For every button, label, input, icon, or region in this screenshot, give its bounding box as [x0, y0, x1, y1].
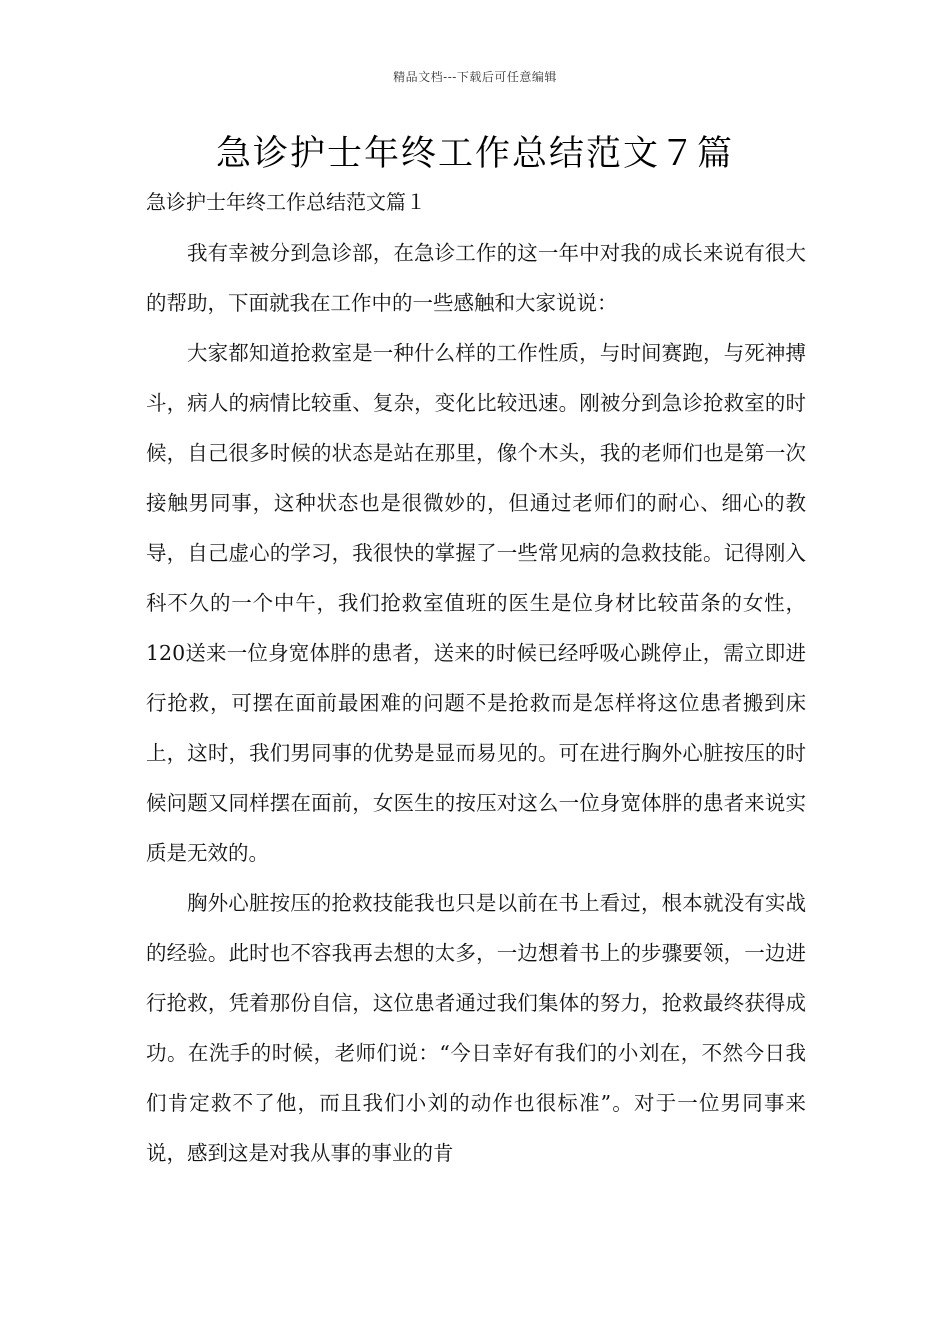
section-heading: 急诊护士年终工作总结范文篇１: [146, 190, 426, 214]
document-title: 急诊护士年终工作总结范文７篇: [215, 134, 734, 174]
header-note: 精品文档---下载后可任意编辑: [393, 70, 557, 84]
paragraph: 大家都知道抢救室是一种什么样的工作性质，与时间赛跑，与死神搏斗，病人的病情比较重、复杂，变化比较迅速。刚被分到急诊抢救室的时候，自己很多时候的状态是站在那里，像个木头，我的老师们也是第一次接触男同事，这种状态也是很微妙的，但通过老师们的耐心、细心的教导，自己虚心的学习，我很快的掌握了一些常见病的急救技能。记得刚入科不久的一个中午，我们抢救室值班的医生是位身材比较苗条的女性，120送来一位身宽体胖的患者，送来的时候已经呼吸心跳停止，需立即进行抢救，可摆在面前最困难的问题不是抢救而是怎样将这位患者搬到床上，这时，我们男同事的优势是显而易见的。可在进行胸外心脏按压的时候问题又同样摆在面前，女医生的按压对这么一位身宽体胖的患者来说实质是无效的。: [146, 341, 806, 865]
paragraph: 胸外心脏按压的抢救技能我也只是以前在书上看过，根本就没有实战的经验。此时也不容我再去想的太多，一边想着书上的步骤要领，一边进行抢救，凭着那份自信，这位患者通过我们集体的努力，抢救最终获得成功。在洗手的时候，老师们说：“今日幸好有我们的小刘在，不然今日我们肯定救不了他，而且我们小刘的动作也很标准”。对于一位男同事来说，感到这是对我从事的事业的肯: [146, 891, 806, 1165]
body-text: [146, 228, 806, 1178]
paragraph: 我有幸被分到急诊部，在急诊工作的这一年中对我的成长来说有很大的帮助，下面就我在工作中的一些感触和大家说说：: [146, 241, 806, 315]
